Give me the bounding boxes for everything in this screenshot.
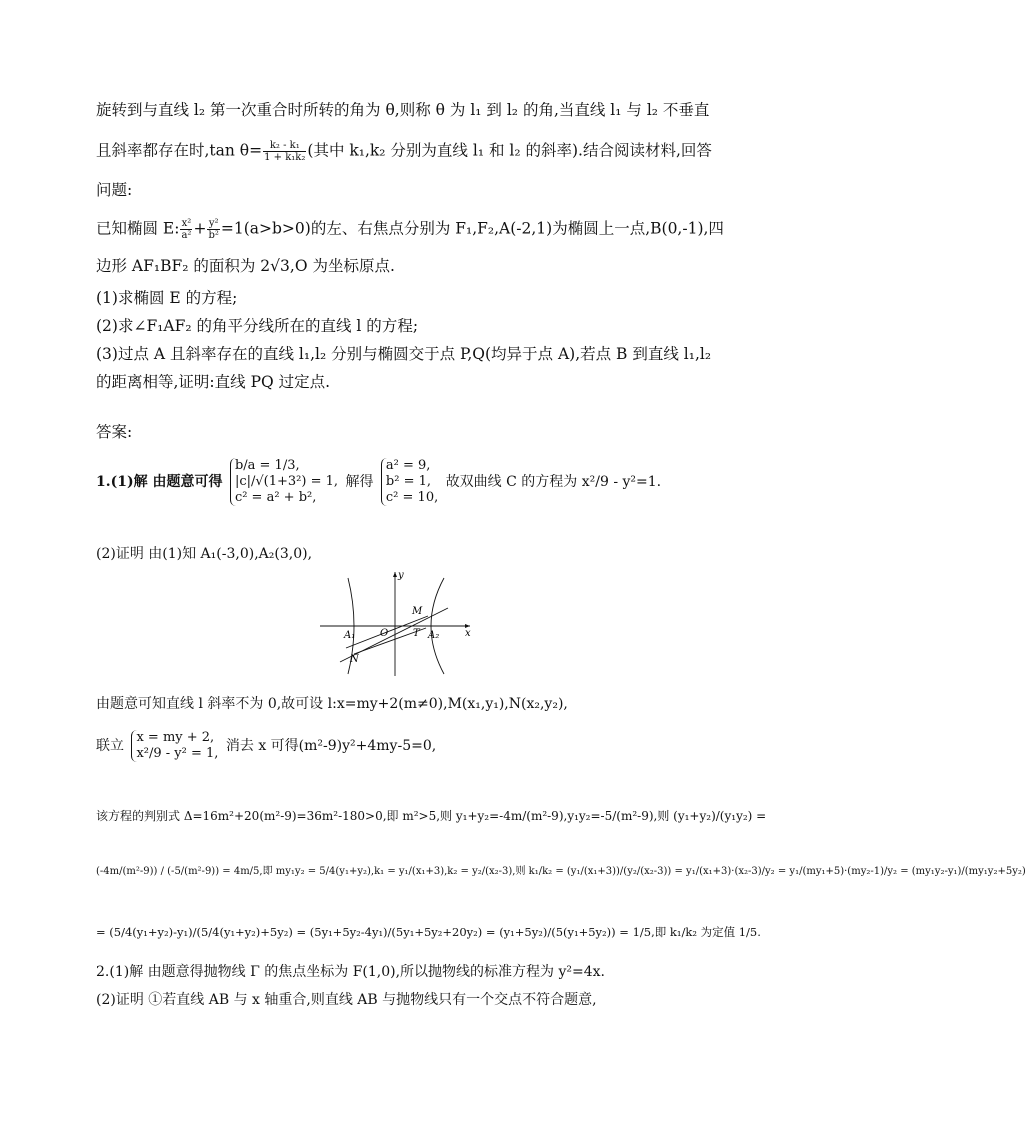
problem-line-1-a: 已知椭圆 E: bbox=[96, 219, 180, 238]
solution-line-4: (-4m/(m²-9)) / (-5/(m²-9)) = 4m/5,即 my₁y₂ = 5/4(y₁+y₂),k₁ = y₁/(x₁+3),k₂ = y₂/(x₂-3),则 k₁/k₂ = (y₁/(x₁+3))/(y₂/(x₂-3)) = y₁/(x₁+3)·(x₂-3)/y₂ = y₁/(my₁+5)·(my₂-1)/y₂ = (my₁y₂-y₁)/(my₁y₂+5y₂) bbox=[96, 866, 1026, 877]
solution-line-2 bbox=[96, 730, 436, 762]
solution-1-suffix: 故双曲线 C 的方程为 x²/9 - y²=1. bbox=[445, 474, 662, 490]
solution-1-part-2-head: (2)证明 由(1)知 A₁(-3,0),A₂(3,0), bbox=[96, 546, 313, 562]
question-2: (2)求∠F₁AF₂ 的角平分线所在的直线 l 的方程; bbox=[96, 317, 419, 335]
intro-line-2 bbox=[96, 140, 712, 163]
intro-line-2-b: (其中 k₁,k₂ 分别为直线 l₁ 和 l₂ 的斜率).结合阅读材料,回答 bbox=[307, 141, 712, 160]
system-2 bbox=[381, 458, 438, 506]
label-t: T bbox=[413, 628, 420, 639]
system-3-row-2: x²/9 - y² = 1, bbox=[136, 746, 219, 761]
angle-fraction bbox=[263, 140, 306, 163]
solution-line-6: 2.(1)解 由题意得抛物线 Γ 的焦点坐标为 F(1,0),所以抛物线的标准方程为 y²=4x. bbox=[96, 964, 606, 980]
ellipse-y-denominator: b² bbox=[208, 230, 219, 241]
question-1: (1)求椭圆 E 的方程; bbox=[96, 289, 238, 307]
label-o: O bbox=[380, 628, 389, 639]
label-m: M bbox=[412, 606, 423, 617]
solution-1-part-1 bbox=[96, 458, 661, 506]
system-1-row-3: c² = a² + b², bbox=[234, 490, 317, 505]
ellipse-y-numerator: y² bbox=[208, 218, 219, 229]
system-2-row-2: b² = 1, bbox=[385, 474, 431, 489]
system-2-row-3: c² = 10, bbox=[385, 490, 439, 505]
label-a2: A₂ bbox=[428, 630, 440, 641]
solution-line-2-a: 联立 bbox=[96, 738, 124, 754]
system-3 bbox=[131, 730, 218, 762]
angle-fraction-denominator: 1 + k₁k₂ bbox=[264, 152, 306, 163]
question-3-a: (3)过点 A 且斜率存在的直线 l₁,l₂ 分别与椭圆交于点 P,Q(均异于点 A),若点 B 到直线 l₁,l₂ bbox=[96, 345, 712, 363]
system-2-row-1: a² = 9, bbox=[385, 458, 431, 473]
solution-line-2-b: 消去 x 可得(m²-9)y²+4my-5=0, bbox=[225, 738, 437, 754]
system-1 bbox=[230, 458, 338, 506]
ellipse-x-numerator: x² bbox=[181, 218, 192, 229]
solution-1-mid: 解得 bbox=[345, 474, 374, 490]
label-n: N bbox=[350, 654, 359, 665]
solution-line-3: 该方程的判别式 Δ=16m²+20(m²-9)=36m²-180>0,即 m²>5,则 y₁+y₂=-4m/(m²-9),y₁y₂=-5/(m²-9),则 (y₁+y₂)/(y₁y₂) = bbox=[96, 809, 767, 823]
problem-line-1: 已知椭圆 E: $\frac{\text{x²}}{\text{a²}}$ + $\frac{\text{y²}}{\text{b²}}$ =1(a>b>0)的左、右焦点分别为 F₁,F₂,A(-2,1)为椭圆上一点,B(0,-1),四 bbox=[96, 218, 724, 241]
solution-1-prefix: 1.(1)解 由题意可得 bbox=[96, 474, 223, 490]
hyperbola-figure bbox=[320, 568, 474, 676]
intro-line-1: 旋转到与直线 l₂ 第一次重合时所转的角为 θ,则称 θ 为 l₁ 到 l₂ 的角,当直线 l₁ 与 l₂ 不垂直 bbox=[96, 101, 710, 119]
intro-line-2-a: 且斜率都存在时,tan θ= bbox=[96, 141, 263, 160]
ellipse-y-term bbox=[207, 218, 219, 241]
solution-line-1: 由题意可知直线 l 斜率不为 0,故可设 l:x=my+2(m≠0),M(x₁,y₁),N(x₂,y₂), bbox=[96, 696, 568, 712]
label-y: y bbox=[398, 570, 404, 581]
problem-line-1-b: =1(a>b>0)的左、右焦点分别为 F₁,F₂,A(-2,1)为椭圆上一点,B(0,-1),四 bbox=[220, 219, 724, 238]
problem-line-2: 边形 AF₁BF₂ 的面积为 2√3,O 为坐标原点. bbox=[96, 257, 395, 275]
system-3-row-1: x = my + 2, bbox=[136, 730, 215, 745]
solution-line-5: = (5/4(y₁+y₂)-y₁)/(5/4(y₁+y₂)+5y₂) = (5y₁+5y₂-4y₁)/(5y₁+5y₂+20y₂) = (y₁+5y₂)/(5(y₁+5y₂)) = 1/5,即 k₁/k₂ 为定值 1/5. bbox=[96, 925, 761, 939]
y-axis-arrow bbox=[393, 572, 397, 577]
ellipse-x-term bbox=[180, 218, 192, 241]
question-3-b: 的距离相等,证明:直线 PQ 过定点. bbox=[96, 373, 331, 391]
angle-fraction-numerator: k₂ - k₁ bbox=[263, 140, 306, 152]
ellipse-x-denominator: a² bbox=[181, 230, 192, 241]
label-x: x bbox=[465, 628, 471, 639]
solution-line-7: (2)证明 ①若直线 AB 与 x 轴重合,则直线 AB 与抛物线只有一个交点不符合题意, bbox=[96, 992, 597, 1008]
answer-label: 答案: bbox=[96, 423, 133, 441]
intro-line-3: 问题: bbox=[96, 181, 133, 199]
system-1-row-2: |c|/√(1+3²) = 1, bbox=[234, 474, 338, 489]
system-1-row-1: b/a = 1/3, bbox=[234, 458, 300, 473]
label-a1: A₁ bbox=[344, 630, 356, 641]
